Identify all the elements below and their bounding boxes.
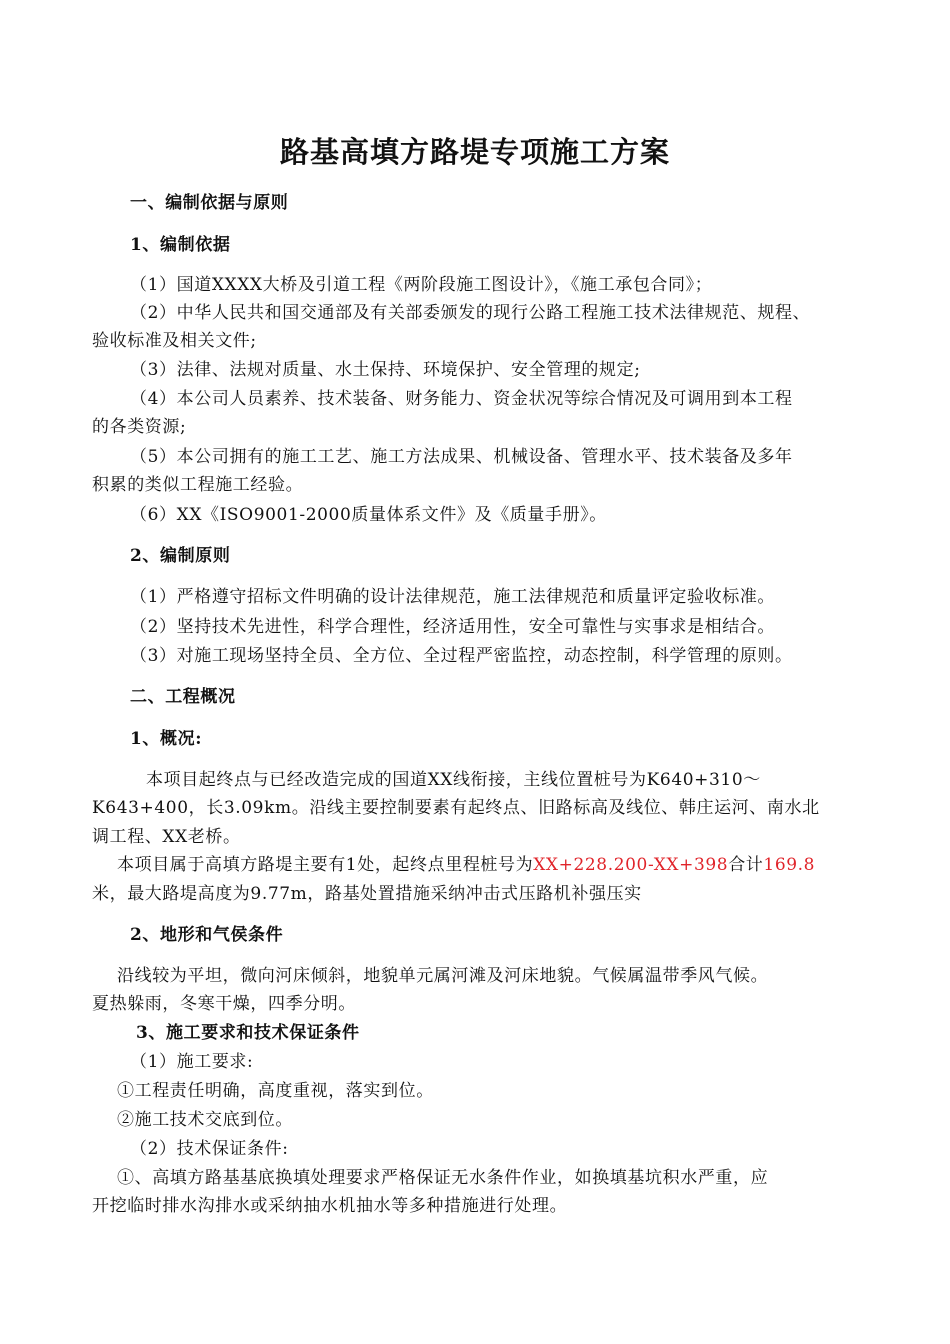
overview-paragraph-2-line1 [117,854,897,876]
terrain-paragraph-line1: 沿线较为平坦，微向河床倾斜，地貌单元属河滩及河床地貌。气候属温带季风气候。 [117,966,769,986]
section-heading-1: 一、编制依据与原则 [130,193,289,213]
subsection-heading-terrain: 2、地形和气侯条件 [130,925,284,945]
guarantee-item-1-line1: ①、高填方路基基底换填处理要求严格保证无水条件作业，如换填基坑积水严重，应 [117,1168,769,1188]
overview-paragraph-1-line2: K643+400，长3.09km。沿线主要控制要素有起终点、旧路标高及线位、韩庄运河、南水北 [92,798,820,818]
terrain-paragraph-line2: 夏热躲雨，冬寒干燥，四季分明。 [92,994,356,1014]
subsection-heading-basis: 1、编制依据 [130,235,231,255]
overview-paragraph-1-line3: 调工程、XX老桥。 [92,827,241,847]
section-heading-2: 二、工程概况 [130,687,236,707]
basis-item-5-line2: 积累的类似工程施工经验。 [92,475,304,495]
basis-item-4-line1: （4）本公司人员素养、技术装备、财务能力、资金状况等综合情况及可调用到本工程 [130,389,793,409]
document-title: 路基高填方路堤专项施工方案 [279,135,670,169]
basis-item-5-line1: （5）本公司拥有的施工工艺、施工方法成果、机械设备、管理水平、技术装备及多年 [130,447,793,467]
subsection-heading-overview: 1、概况: [130,729,203,749]
principle-item-3: （3）对施工现场坚持全员、全方位、全过程严密监控，动态控制，科学管理的原则。 [130,646,793,666]
subsection-heading-principles: 2、编制原则 [130,546,231,566]
basis-item-2-line1: （2）中华人民共和国交通部及有关部委颁发的现行公路工程施工技术法律规范、规程、 [130,303,811,323]
length-highlight: 169.8 [763,855,816,875]
overview-text-total: 合计 [728,855,764,875]
basis-item-2-line2: 验收标准及相关文件; [92,331,257,351]
principle-item-1: （1）严格遵守招标文件明确的设计法律规范，施工法律规范和质量评定验收标准。 [130,587,776,607]
guarantee-item-1-line2: 开挖临时排水沟排水或采纳抽水机抽水等多种措施进行处理。 [92,1196,568,1216]
basis-item-6: （6）XX《ISO9001-2000质量体系文件》及《质量手册》。 [130,505,607,525]
overview-text-prefix: 本项目属于高填方路堤主要有1处，起终点里程桩号为 [117,855,534,875]
mileage-range-highlight: XX+228.200-XX+398 [533,855,729,875]
overview-paragraph-2-line2: 米，最大路堤高度为9.77m，路基处置措施采纳冲击式压路机补强压实 [92,884,642,904]
guarantee-label: （2）技术保证条件: [130,1139,289,1159]
overview-paragraph-1-line1: 本项目起终点与已经改造完成的国道XX线衔接，主线位置桩号为K640+310～ [146,770,761,790]
basis-item-3: （3）法律、法规对质量、水土保持、环境保护、安全管理的规定; [130,360,641,380]
requirements-label: （1）施工要求: [130,1052,254,1072]
requirement-item-1: ①工程责任明确，高度重视，落实到位。 [117,1081,434,1101]
principle-item-2: （2）坚持技术先进性，科学合理性，经济适用性，安全可靠性与实事求是相结合。 [130,617,776,637]
requirement-item-2: ②施工技术交底到位。 [117,1110,293,1130]
basis-item-4-line2: 的各类资源; [92,417,187,437]
basis-item-1: （1）国道XXXX大桥及引道工程《两阶段施工图设计》，《施工承包合同》； [130,275,713,295]
subsection-heading-requirements: 3、施工要求和技术保证条件 [136,1023,360,1043]
